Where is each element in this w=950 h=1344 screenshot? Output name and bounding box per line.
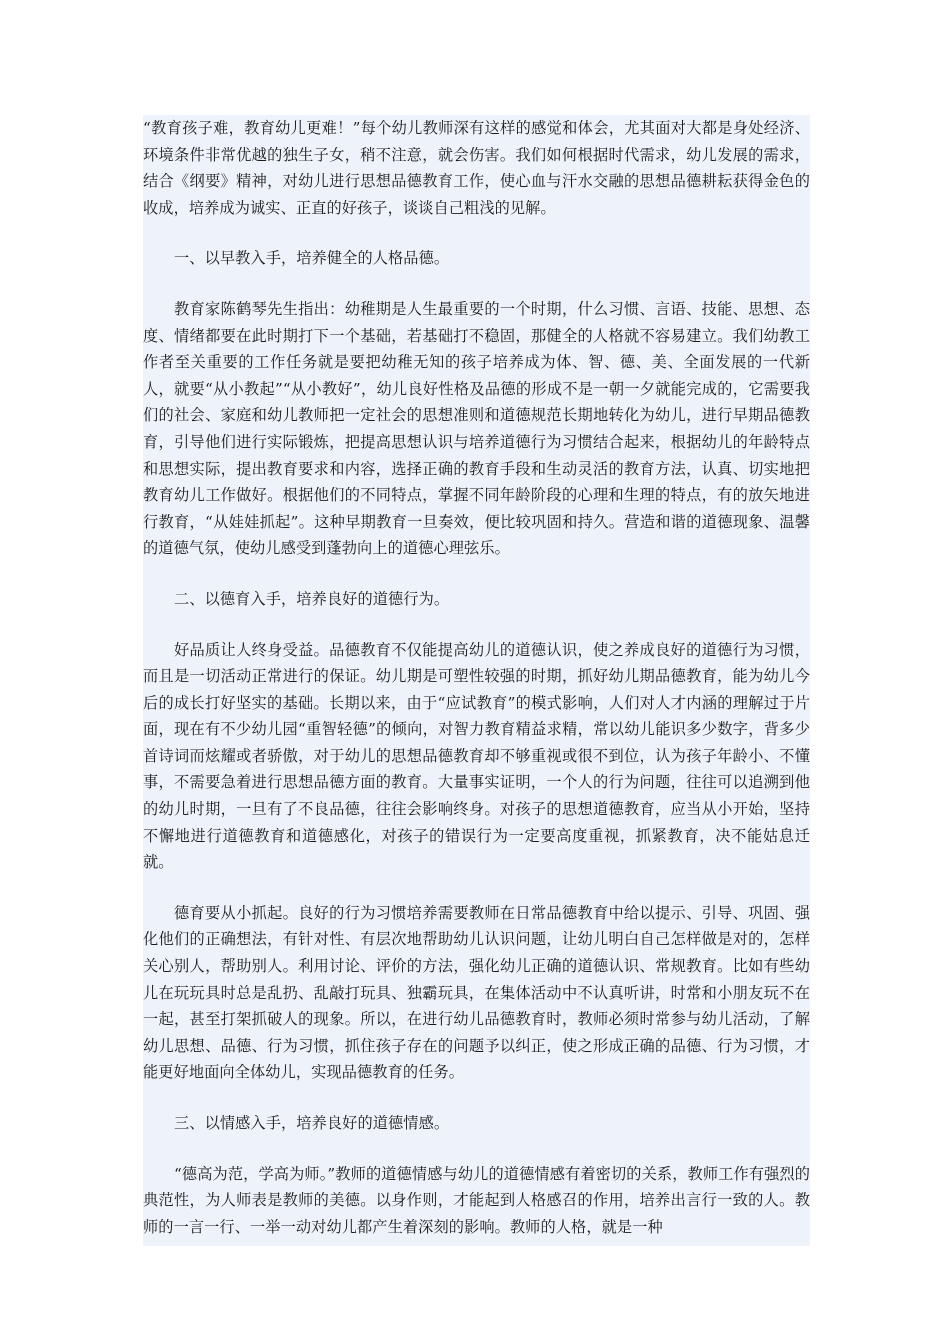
intro-paragraph: “教育孩子难，教育幼儿更难！”每个幼儿教师深有这样的感觉和体会，尤其面对大都是身处经济、环境条件非常优越的独生子女，稍不注意，就会伤害。我们如何根据时代需求，幼儿发展的需求，结合《纲要》精神，对幼儿进行思想品德教育工作，使心血与汗水交融的思想品德耕耘获得金色的收成，培养成为诚实、正直的好孩子，谈谈自己粗浅的见解。 xyxy=(143,119,810,217)
body-paragraph: “德高为范，学高为师。”教师的道德情感与幼儿的道德情感有着密切的关系，教师工作有强烈的典范性，为人师表是教师的美德。以身作则，才能起到人格感召的作用，培养出言行一致的人。教师的一言一行、一举一动对幼儿都产生着深刻的影响。教师的人格，就是一种 xyxy=(143,1164,810,1236)
section-heading-1: 一、以早教入手，培养健全的人格品德。 xyxy=(174,249,450,268)
body-paragraph: 教育家陈鹤琴先生指出：幼稚期是人生最重要的一个时期，什么习惯、言语、技能、思想、态度、情绪都要在此时期打下一个基础，若基础打不稳固，那健全的人格就不容易建立。我们幼教工作者至关重要的工作任务就是要把幼稚无知的孩子培养成为体、智、德、美、全面发展的一代新人，就要“从小教起”“从小教好”，幼儿良好性格及品德的形成不是一朝一夕就能完成的，它需要我们的社会、家庭和幼儿教师把一定社会的思想准则和道德规范长期地转化为幼儿，进行早期品德教育，引导他们进行实际锻炼，把提高思想认识与培养道德行为习惯结合起来，根据幼儿的年龄特点和思想实际，提出教育要求和内容，选择正确的教育手段和生动灵活的教育方法，认真、切实地把教育幼儿工作做好。根据他们的不同特点，掌握不同年龄阶段的心理和生理的特点，有的放矢地进行教育，“从娃娃抓起”。这种早期教育一旦奏效，便比较巩固和持久。营造和谐的道德现象、温馨的道德气氛，使幼儿感受到蓬勃向上的道德心理弦乐。 xyxy=(143,299,810,558)
body-paragraph: 德育要从小抓起。良好的行为习惯培养需要教师在日常品德教育中给以提示、引导、巩固、强化他们的正确想法，有针对性、有层次地帮助幼儿认识问题，让幼儿明白自己怎样做是对的，怎样关心别人，帮助别人。利用讨论、评价的方法，强化幼儿正确的道德认识、常规教育。比如有些幼儿在玩玩具时总是乱扔、乱敲打玩具、独霸玩具，在集体活动中不认真听讲，时常和小朋友玩不在一起，甚至打架抓破人的现象。所以，在进行幼儿品德教育时，教师必须时常参与幼儿活动，了解幼儿思想、品德、行为习惯，抓住孩子存在的问题予以纠正，使之形成正确的品德、行为习惯，才能更好地面向全体幼儿，实现品德教育的任务。 xyxy=(143,903,810,1082)
section-heading-3: 三、以情感入手，培养良好的道德情感。 xyxy=(174,1114,450,1132)
article-body xyxy=(143,115,810,1246)
body-paragraph: 好品质让人终身受益。品德教育不仅能提高幼儿的道德认识，使之养成良好的道德行为习惯，而且是一切活动正常进行的保证。幼儿期是可塑性较强的时期，抓好幼儿期品德教育，能为幼儿今后的成长打好坚实的基础。长期以来，由于“应试教育”的模式影响，人们对人才内涵的理解过于片面，现在有不少幼儿园“重智轻德”的倾向，对智力教育精益求精，常以幼儿能识多少数字，背多少首诗词而炫耀或者骄傲，对于幼儿的思想品德教育却不够重视或很不到位，认为孩子年龄小、不懂事，不需要急着进行思想品德方面的教育。大量事实证明，一个人的行为问题，往往可以追溯到他的幼儿时期，一旦有了不良品德，往往会影响终身。对孩子的思想道德教育，应当从小开始，坚持不懈地进行道德教育和道德感化，对孩子的错误行为一定要高度重视，抓紧教育，决不能姑息迁就。 xyxy=(143,640,810,872)
section-heading-2: 二、以德育入手，培养良好的道德行为。 xyxy=(174,589,450,608)
